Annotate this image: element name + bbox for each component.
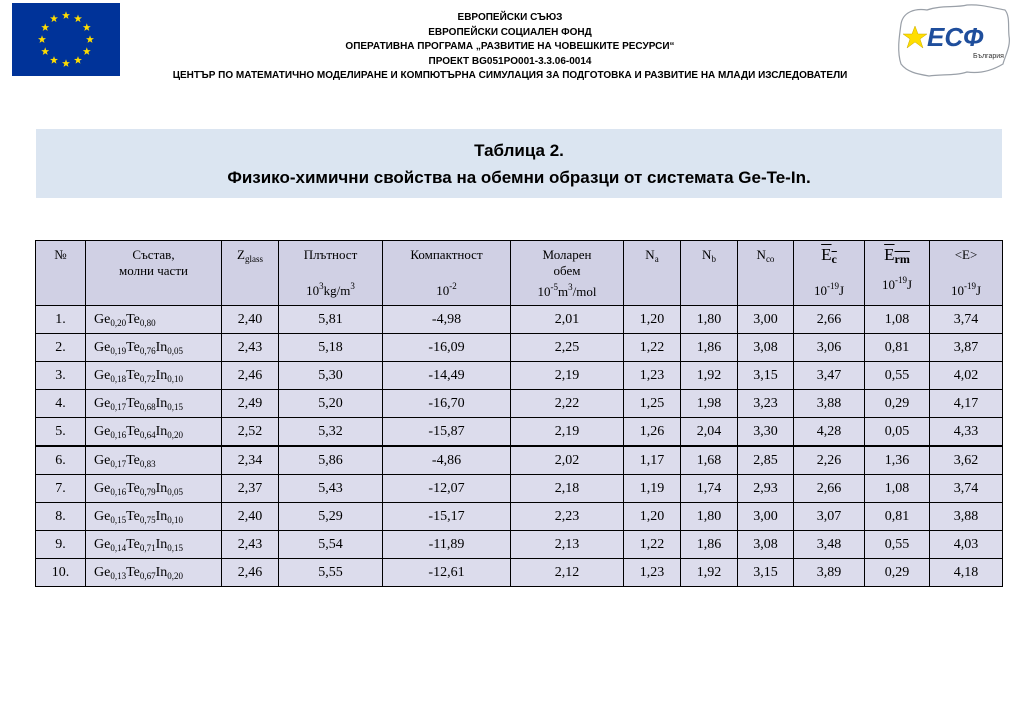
cell-ec: 3,89	[794, 559, 865, 587]
bulgaria-map-icon	[893, 2, 1013, 80]
cell-z: 2,34	[222, 446, 279, 475]
cell-molar: 2,13	[511, 531, 624, 559]
cell-nb: 1,68	[681, 446, 738, 475]
cell-e: 3,74	[930, 475, 1003, 503]
cell-nb: 1,86	[681, 531, 738, 559]
cell-num: 7.	[36, 475, 86, 503]
cell-num: 3.	[36, 362, 86, 390]
table-row	[36, 418, 1003, 447]
cell-compact: -4,98	[383, 306, 511, 334]
cell-erm: 1,36	[865, 446, 930, 475]
cell-e: 4,02	[930, 362, 1003, 390]
cell-z: 2,40	[222, 306, 279, 334]
cell-ec: 3,88	[794, 390, 865, 418]
cell-comp: $Ge_{0,13}Te_{0,67}In_{0,20}$	[86, 559, 222, 587]
cell-dens: 5,29	[279, 503, 383, 531]
cell-nb: 1,74	[681, 475, 738, 503]
cell-num: 6.	[36, 446, 86, 475]
cell-ec: 3,06	[794, 334, 865, 362]
cell-dens: 5,20	[279, 390, 383, 418]
cell-na: 1,23	[624, 362, 681, 390]
cell-z: 2,46	[222, 362, 279, 390]
cell-nco: 2,85	[738, 446, 794, 475]
cell-erm: 1,08	[865, 306, 930, 334]
esf-logo	[893, 2, 1013, 80]
cell-erm: 0,81	[865, 503, 930, 531]
cell-nb: 1,86	[681, 334, 738, 362]
cell-nco: 3,30	[738, 418, 794, 447]
project-header	[130, 11, 890, 84]
cell-ec: 3,47	[794, 362, 865, 390]
eu-flag-logo	[12, 3, 120, 76]
cell-e: 4,33	[930, 418, 1003, 447]
cell-compact: -14,49	[383, 362, 511, 390]
cell-num: 5.	[36, 418, 86, 447]
cell-ec: 2,66	[794, 306, 865, 334]
cell-dens: 5,32	[279, 418, 383, 447]
header-num: №	[36, 241, 86, 306]
svg-text:България: България	[973, 53, 1004, 60]
header-line-esf: ЕВРОПЕЙСКИ СОЦИАЛЕН ФОНД	[428, 26, 592, 38]
cell-num: 8.	[36, 503, 86, 531]
cell-erm: 0,29	[865, 559, 930, 587]
header-nb: $N_b$	[681, 241, 738, 306]
cell-molar: 2,25	[511, 334, 624, 362]
cell-erm: 0,05	[865, 418, 930, 447]
cell-compact: -11,89	[383, 531, 511, 559]
table-body	[36, 306, 1003, 587]
header-line-eu: ЕВРОПЕЙСКИ СЪЮЗ	[457, 12, 563, 23]
header-molar-volume: Моларен обем $10^{-5}m^3$/mol	[511, 241, 624, 306]
table-row	[36, 446, 1003, 475]
cell-nco: 3,15	[738, 559, 794, 587]
cell-ec: 3,48	[794, 531, 865, 559]
cell-erm: 0,55	[865, 362, 930, 390]
cell-erm: 0,29	[865, 390, 930, 418]
table-title-box	[36, 129, 1002, 198]
header-density: Плътност $10^3kg/m^3$	[279, 241, 383, 306]
cell-compact: -16,09	[383, 334, 511, 362]
table-caption: Физико-химични свойства на обемни образци от системата Ge-Te-In.	[227, 168, 811, 187]
cell-nb: 1,80	[681, 306, 738, 334]
cell-na: 1,26	[624, 418, 681, 447]
table-header-row	[36, 241, 1003, 306]
cell-z: 2,46	[222, 559, 279, 587]
cell-comp: $Ge_{0,14}Te_{0,71}In_{0,15}$	[86, 531, 222, 559]
cell-erm: 0,55	[865, 531, 930, 559]
cell-dens: 5,30	[279, 362, 383, 390]
cell-molar: 2,01	[511, 306, 624, 334]
cell-e: 4,03	[930, 531, 1003, 559]
cell-ec: 4,28	[794, 418, 865, 447]
cell-molar: 2,19	[511, 418, 624, 447]
cell-nco: 3,08	[738, 334, 794, 362]
cell-nco: 3,00	[738, 306, 794, 334]
table-row	[36, 306, 1003, 334]
cell-molar: 2,18	[511, 475, 624, 503]
header-e-avg: <E> $10^{-19}J$	[930, 241, 1003, 306]
table-row	[36, 334, 1003, 362]
cell-erm: 1,08	[865, 475, 930, 503]
table-row	[36, 531, 1003, 559]
cell-ec: 2,66	[794, 475, 865, 503]
cell-z: 2,37	[222, 475, 279, 503]
cell-ec: 3,07	[794, 503, 865, 531]
header-line-programme: ОПЕРАТИВНА ПРОГРАМА „РАЗВИТИЕ НА ЧОВЕШКИТЕ РЕСУРСИ“	[345, 41, 675, 53]
cell-comp: $Ge_{0,15}Te_{0,75}In_{0,10}$	[86, 503, 222, 531]
properties-table	[35, 240, 1003, 587]
cell-compact: -4,86	[383, 446, 511, 475]
cell-nb: 1,92	[681, 362, 738, 390]
cell-num: 1.	[36, 306, 86, 334]
cell-comp: $Ge_{0,18}Te_{0,72}In_{0,10}$	[86, 362, 222, 390]
header-composition: Състав, молни части	[86, 241, 222, 306]
cell-z: 2,52	[222, 418, 279, 447]
cell-compact: -12,07	[383, 475, 511, 503]
cell-na: 1,23	[624, 559, 681, 587]
cell-z: 2,49	[222, 390, 279, 418]
header-line-project: ПРОЕКТ BG051PO001-3.3.06-0014	[428, 55, 592, 67]
cell-comp: $Ge_{0,16}Te_{0,79}In_{0,05}$	[86, 475, 222, 503]
cell-num: 9.	[36, 531, 86, 559]
cell-nco: 3,08	[738, 531, 794, 559]
cell-comp: $Ge_{0,19}Te_{0,76}In_{0,05}$	[86, 334, 222, 362]
cell-molar: 2,19	[511, 362, 624, 390]
cell-na: 1,20	[624, 503, 681, 531]
cell-z: 2,43	[222, 334, 279, 362]
cell-num: 2.	[36, 334, 86, 362]
cell-nco: 3,00	[738, 503, 794, 531]
header-nco: $N_{co}$	[738, 241, 794, 306]
table-number: Таблица 2.	[474, 141, 564, 160]
header-erm: $E_{rm}$ $10^{-19}J$	[865, 241, 930, 306]
cell-e: 3,62	[930, 446, 1003, 475]
cell-z: 2,40	[222, 503, 279, 531]
cell-z: 2,43	[222, 531, 279, 559]
cell-num: 4.	[36, 390, 86, 418]
cell-num: 10.	[36, 559, 86, 587]
eu-stars-icon	[12, 3, 120, 76]
table-row	[36, 362, 1003, 390]
cell-compact: -15,87	[383, 418, 511, 447]
cell-na: 1,25	[624, 390, 681, 418]
header-compactness: Компактност $10^{-2}$	[383, 241, 511, 306]
cell-e: 4,18	[930, 559, 1003, 587]
cell-erm: 0,81	[865, 334, 930, 362]
cell-na: 1,22	[624, 531, 681, 559]
cell-compact: -12,61	[383, 559, 511, 587]
header-na: $N_a$	[624, 241, 681, 306]
cell-molar: 2,22	[511, 390, 624, 418]
header-ec: $E_c$ $10^{-19}J$	[794, 241, 865, 306]
cell-nb: 1,92	[681, 559, 738, 587]
cell-comp: $Ge_{0,16}Te_{0,64}In_{0,20}$	[86, 418, 222, 447]
cell-molar: 2,23	[511, 503, 624, 531]
cell-e: 3,87	[930, 334, 1003, 362]
cell-e: 4,17	[930, 390, 1003, 418]
cell-molar: 2,12	[511, 559, 624, 587]
cell-nco: 3,15	[738, 362, 794, 390]
cell-nb: 1,98	[681, 390, 738, 418]
cell-na: 1,20	[624, 306, 681, 334]
cell-ec: 2,26	[794, 446, 865, 475]
table-row	[36, 559, 1003, 587]
header-line-center: ЦЕНТЪР ПО МАТЕМАТИЧНО МОДЕЛИРАНЕ И КОМПЮТЪРНА СИМУЛАЦИЯ ЗА ПОДГОТОВКА И РАЗВИТИЕ НА МЛАДИ ИЗСЛЕДОВАТЕЛИ	[172, 70, 848, 82]
cell-comp: $Ge_{0,20}Te_{0,80}$	[86, 306, 222, 334]
cell-e: 3,88	[930, 503, 1003, 531]
cell-dens: 5,54	[279, 531, 383, 559]
cell-na: 1,17	[624, 446, 681, 475]
cell-nco: 3,23	[738, 390, 794, 418]
cell-comp: $Ge_{0,17}Te_{0,83}$	[86, 446, 222, 475]
cell-e: 3,74	[930, 306, 1003, 334]
table-row	[36, 390, 1003, 418]
cell-compact: -16,70	[383, 390, 511, 418]
cell-comp: $Ge_{0,17}Te_{0,68}In_{0,15}$	[86, 390, 222, 418]
cell-dens: 5,18	[279, 334, 383, 362]
header-zglass: $Z_{glass}$	[222, 241, 279, 306]
table-row	[36, 503, 1003, 531]
cell-nb: 2,04	[681, 418, 738, 447]
cell-dens: 5,81	[279, 306, 383, 334]
cell-dens: 5,55	[279, 559, 383, 587]
cell-compact: -15,17	[383, 503, 511, 531]
svg-text:ЕСФ: ЕСФ	[927, 22, 984, 52]
cell-na: 1,19	[624, 475, 681, 503]
cell-na: 1,22	[624, 334, 681, 362]
cell-dens: 5,43	[279, 475, 383, 503]
cell-nb: 1,80	[681, 503, 738, 531]
table-row	[36, 475, 1003, 503]
cell-dens: 5,86	[279, 446, 383, 475]
cell-nco: 2,93	[738, 475, 794, 503]
cell-molar: 2,02	[511, 446, 624, 475]
